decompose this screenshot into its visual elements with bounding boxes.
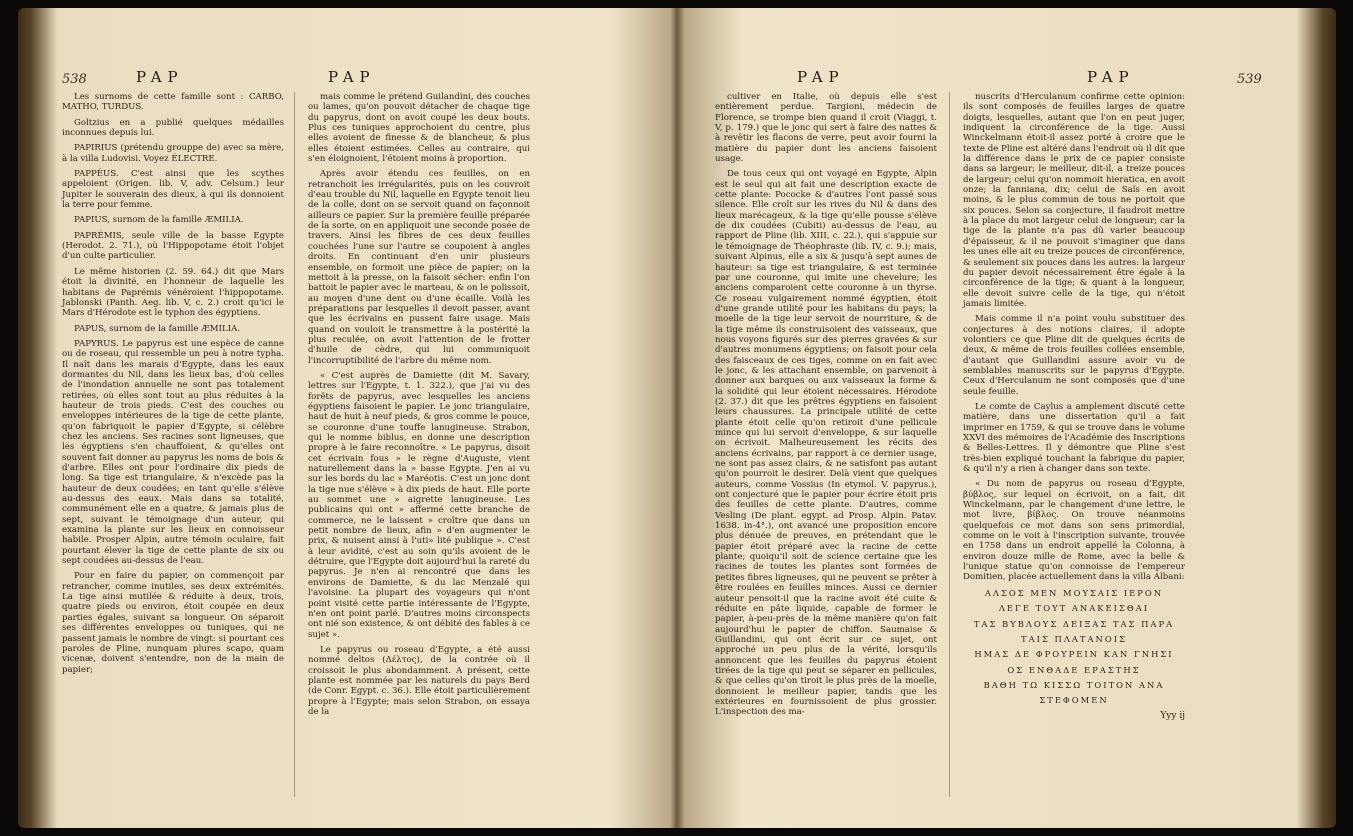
page-number: 538 (62, 72, 87, 87)
paragraph: PAPRÉMIS, seule ville de la basse Egypte (Herodot. 2. 71.), où l'Hippopotame étoit l'objet d'un culte particulier. (62, 230, 284, 262)
greek-inscription-line: ΤΑΣ ΒΥΒΛΟΥΣ ΔΕΙΞΑΣ ΤΑΣ ΠΑΡΑ (973, 618, 1175, 629)
paragraph: PAPIUS, surnom de la famille ÆMILIA. (74, 215, 244, 226)
paragraph: PAPYRUS. Le papyrus est une espèce de canne ou de roseau, qui ressemble un peu à notre typha. Il naît dans les marais d'Egypte, dans les eaux dormantes du Nil, dans les lieux bas, d'où celles de l'inondation annuelle ne sont pas totalement retirées, où elles sont tout au plus réduites à la hauteur de trois pieds. C'est des couches ou enveloppes intérieures de la tige de cette plante, qu'on fabriquoit le papier d'Egypte, si célèbre chez les anciens. Ses racines sont ligneuses, que les égyptiens s'en chauffoient, & qu'elles ont souvent fait donner au papyrus les noms de bois & d'arbre. Elles ont pour l'ordinaire dix pieds de long. Sa tige est triangulaire, & n'excède pas la hauteur de deux coudées; en tant qu'elle s'élève au-dessus des eaux. Mais dans sa totalité, communément elle en a quatre, & jamais plus de sept, suivant le témoignage d'un auteur, qui examina la plante sur les lieux en connoisseur habile. Prosper Alpin, autre témoin oculaire, fait pourtant élever la tige de cette plante de six ou sept coudées au-dessus de l'eau. (62, 338, 284, 567)
paragraph: mais comme le prétend Guilandini, des couches ou lames, qu'on pouvoit détacher de chaque tige du papyrus, dont on avoit coupé les deux bouts. Plus ces tuniques approchoient du centre, plus elles avoient de finesse & de blancheur, & plus elles étoient estimées. Celles au contraire, qui s'en éloignoient, l'étoient moins à proportion. (308, 92, 530, 165)
signature-mark: Yyy ij (1160, 710, 1185, 721)
paragraph: PAPPÉUS. C'est ainsi que les scythes appeloient (Origen. lib. V, adv. Celsum.) leur Jupiter le souverain des dieux, à qui ils donnoient la terre pour femme. (62, 169, 284, 211)
running-head: PAP (136, 68, 184, 86)
page-number: 539 (1237, 72, 1262, 87)
paragraph: cultiver en Italie, où depuis elle s'est entièrement perdue. Targioni, médecin de Florence, se trompe bien quand il croit (Viaggi, t. V, p. 179.) que le jonc qui sert à faire des nattes & à revêtir les flacons de verre, peut avoir fourni la matière du papier dont les anciens faisoient usage. (715, 92, 937, 165)
book-scan (18, 8, 1336, 828)
text-column (308, 92, 530, 722)
paragraph: PAPIRIUS (prétendu grouppe de) avec sa mère, à la villa Ludovisi. Voyez ÉLECTRE. (62, 143, 284, 164)
paragraph: PAPUS, surnom de la famille ÆMILIA. (74, 323, 241, 334)
greek-inscription-line: ΤΑΙΣ ΠΛΑΤΑΝΟΙΣ (1021, 633, 1127, 644)
paragraph: Pour en faire du papier, on commençoit par retrancher, comme inutiles, ses deux extrémités. La tige ainsi mutilée & réduite à deux, trois, quatre pieds ou environ, étoit coupée en deux parties égales, suivant sa longueur. On séparoit ses différentes enveloppes ou tuniques, qui ne passent jamais le nombre de vingt: si pourtant ces paroles de Pline, nunquam plures scapo, quam vicenæ, doivent s'entendre, non de la main de papier; (62, 571, 284, 675)
greek-inscription-line: ΛΕΓΕ ΤΟΥΤ ΑΝΑΚΕΙΣΘΑΙ (998, 603, 1150, 614)
greek-inscription-line: ΑΛΣΟΣ ΜΕΝ ΜΟΥΣΑΙΣ ΙΕΡΟΝ (984, 587, 1164, 598)
paragraph: De tous ceux qui ont voyagé en Egypte, Alpin est le seul qui ait fait une description exacte de cette plante: Pococke & d'autres l'ont passé sous silence. Elle croît sur les rives du Nil & dans des lieux marécageux, & la tige qu'elle pousse s'élève de dix coudées (Cubiti) au-dessus de l'eau, au rapport de Pline (lib. XIII, c. 22.), qui s'appuie sur le témoignage de Théophraste (lib. IV, c. 9.); mais, suivant Alpinus, elle a six & jusqu'à sept aunes de hauteur: sa tige est triangulaire, & est terminée par une couronne, qui imite une chevelure; les anciens comparoient cette couronne à un thyrse. Ce roseau vulgairement nommé égyptien, étoit d'une grande utilité pour les habitans du pays; la moelle de la tige leur servoit de nourriture, & de la tige même ils construisoient des vaisseaux, que nous voyons figurés sur des pierres gravées & sur d'autres monumens égyptiens; on faisoit pour cela des faisceaux de ces tiges, comme on en fait avec le jonc, & les attachant ensemble, on parvenoit à donner aux barques ou aux vaisseaux la forme & la solidité qui leur étoient nécessaires. Hérodote (2. 37.) dit que les prêtres égyptiens en faisoient leurs chaussures. La principale utilité de cette plante étoit celle qu'on retiroit d'une pellicule mince qui lui servoit d'enveloppe, & sur laquelle on écrivoit. Malheureusement les récits des anciens écrivains, par rapport à ce dernier usage, ne sont pas assez clairs, & ne satisfont pas autant qu'on pourroit le desirer. Delà vient que quelques auteurs, comme Vossius (In etymol. V. papyrus.), ont conjecturé que le papier pour écrire étoit pris des feuilles de cette plante. D'autres, comme Vesling (De plant. egypt. ad Prosp. Alpin. Patav. 1638. in-4°.), ont avancé une proposition encore plus dénuée de preuves, en prétendant que le papier étoit préparé avec la racine de cette plante; quoiqu'il soit de science certaine que les racines de toutes les plantes sont formées de petites fibres ligneuses, qui ne peuvent se prêter à être roulées en feuilles minces. Aussi ce dernier auteur pensoit-il que la racine avoit été cuite & réduite en pâte liquide, capable de former le papier, à-peu-près de la même manière qu'on fait aujourd'hui le papier de chiffon. Saumaise & Guillandini, qui ont écrit sur ce sujet, ont approché un peu plus de la vérité, lorsqu'ils annoncent que les feuilles du papyrus étoient tirées de la tige qui peut se séparer en pellicules, & que celles qu'on tiroit le plus près de la moelle, donnoient le meilleur papier, tandis que les extérieures en fournissoient de plus grossier. L'inspection des ma- (715, 169, 937, 718)
right-page (677, 8, 1336, 828)
paragraph: « Du nom de papyrus ou roseau d'Egypte, βύβλος, sur lequel on écrivoit, on a fait, dit Winckelmann, par le changement d'une lettre, le mot livre, βίβλος. On trouve néanmoins quelquefois ce mot dans son sens primordial, comme on le voit à l'inscription suivante, trouvée en 1758 dans un endroit appellé la Colonna, à environ douze mille de Rome, avec la belle & l'unique statue qu'on connoisse de l'empereur Domitien, placée actuellement dans la villa Albani: (963, 479, 1185, 583)
paragraph: Mais comme il n'a point voulu substituer des conjectures à des notions claires, il adopte volontiers ce que Pline dit de quelques écrits de deux, & même de trois feuilles collées ensemble, d'autant que Guillandini assure avoir vu de semblables manuscrits sur le papyrus d'Egypte. Ceux d'Herculanum ne sont composés que d'une seule feuille. (963, 314, 1185, 397)
greek-inscription-line: ΟΣ ΕΝΘΑΔΕ ΕΡΑΣΤΗΣ (1007, 664, 1141, 675)
paragraph: Le comte de Caylus a amplement discuté cette matière, dans une dissertation qu'il a fait imprimer en 1759, & qui se trouve dans le volume XXVI des mémoires de l'Académie des Inscriptions & Belles-Lettres. Il y démontre que Pline s'est très-bien expliqué touchant la fabrique du papier, & qu'il n'y a rien à changer dans son texte. (963, 401, 1185, 475)
running-head: PAP (328, 68, 376, 86)
column-rule (949, 92, 950, 797)
paragraph: nuscrits d'Herculanum confirme cette opinion: ils sont composés de feuilles larges de quatre doigts, lesquelles, autant que l'on en peut juger, indiquent la circonférence de la tige. Aussi Winckelmann étoit-il assez porté à croire que le texte de Pline est altéré dans l'endroit où il dit que la différence dans le prix de ce papier consiste dans sa largeur; le meilleur, dit-il, a treize pouces de largeur; celui qu'on nommoit hieratica, en avoit onze; la fanniana, dix; celui de Saïs en avoit moins, & le plus commun de tous ne portoit que six pouces. Selon sa conjecture, il faudroit mettre à la place du mot largeur celui de longueur; car la tige de la plante n'a pas dû varier beaucoup d'épaisseur, & il ne pouvoit s'imaginer que dans les unes elle ait eu treize pouces de circonférence, & seulement six pouces dans les autres: la largeur du papier devoit nécessairement être égale à la circonférence de la tige; & quant à la longueur, elle devoit suivre celle de la tige, qui n'étoit jamais limitée. (963, 92, 1185, 309)
paragraph: « C'est auprès de Damiette (dit M. Savary, lettres sur l'Egypte, t. 1. 322.), que j'ai vu des forêts de papyrus, avec lesquelles les anciens égyptiens faisoient le papier. Le jonc triangulaire, haut de huit à neuf pieds, & gros comme le pouce, se couronne d'une touffe lanugineuse. Strabon, qui le nomme biblus, en donne une description propre à le faire reconnoître. « Le papyrus, disoit cet écrivain fous » le règne d'Auguste, vient naturellement dans la » basse Egypte. J'en ai vu sur les bords du lac » Maréotis. C'est un jonc dont la tige nue s'élève » à dix pieds de haut. Elle porte au sommet une » aigrette lanugineuse. Les publicains qui ont » affermé cette branche de commerce, ne le laissent » croître que dans un petit nombre de lieux, afin » d'en augmenter le prix, & nuisent ainsi à l'uti» lité publique ». C'est à leur avidité, c'est au soin qu'ils avoient de le détruire, que l'Egypte doit aujourd'hui la rareté du papyrus. Je n'en ai rencontré que dans les environs de Damiette, & du lac Menzalé qui l'avoisine. La plupart des voyageurs qui n'ont point visité cette partie intéressante de l'Egypte, n'en ont point parlé. D'autres moins circonspects ont nié son existence, & ont débité des fables à ce sujet ». (308, 370, 530, 640)
text-column (62, 92, 284, 680)
greek-inscription-line: ΒΑΘΗ ΤΩ ΚΙΣΣΩ ΤΟΙΤΟΝ ΑΝΑ (983, 679, 1165, 690)
paragraph: Après avoir étendu ces feuilles, on en retranchoit les irrégularités, puis on les couvroit d'eau trouble du Nil, laquelle en Egypte tenoit lieu de la colle, dont on se servoit quand on façonnoit ailleurs ce papier. Sur la première feuille préparée de la sorte, on en appliquoit une seconde posée de travers. Ainsi les fibres de ces deux feuilles couchées l'une sur l'autre se coupoient à angles droits. En continuant d'en unir plusieurs ensemble, on formoit une pièce de papier; on la mettoit à la presse, on la faisoit sécher: enfin l'on battoit le papier avec le marteau, & on le polissoit, au moyen d'une dent ou d'une écaille. Voilà les préparations par lesquelles il devoit passer, avant que les écrivains en pussent faire usage. Mais quand on vouloit le transmettre à la postérité la plus reculée, on avoit l'attention de le frotter d'huile de cèdre, qui lui communiquoit l'incorruptibilité de l'arbre du même nom. (308, 169, 530, 366)
paragraph: Goltzius en a publié quelques médailles inconnues depuis lui. (62, 117, 284, 139)
column-rule (294, 92, 295, 797)
running-head: PAP (797, 68, 845, 86)
paragraph: Le papyrus ou roseau d'Egypte, a été aussi nommé deltos (Δέλτος), de la contrée où il croissoit le plus abondamment. A présent, cette plante est nommée par les naturels du pays Berd (de Conr. Egypt. c. 36.). Elle étoit particulièrement propre à l'Egypte; mais selon Strabon, on essaya de la (308, 644, 530, 717)
text-column (715, 92, 937, 723)
greek-inscription-line: ΣΤΕΦΟΜΕΝ (1039, 695, 1109, 706)
text-column (963, 92, 1185, 726)
running-head: PAP (1087, 68, 1135, 86)
greek-inscription-line: ΗΜΑΣ ΔΕ ΦΡΟΥΡΕΙΝ ΚΑΝ ΓΝΗΣΙ (974, 649, 1174, 660)
paragraph: Le même historien (2. 59. 64.) dit que Mars étoit la divinité, en l'honneur de laquelle les habitans de Paprémis vénéroient l'hippopotame. Jablonski (Panth. Aeg. lib. V, c. 2.) croit qu'ici le Mars d'Hérodote est le typhon des égyptiens. (62, 266, 284, 319)
paragraph: Les surnoms de cette famille sont : CARBO, MATHO, TURDUS. (62, 92, 284, 113)
left-page (18, 8, 677, 828)
